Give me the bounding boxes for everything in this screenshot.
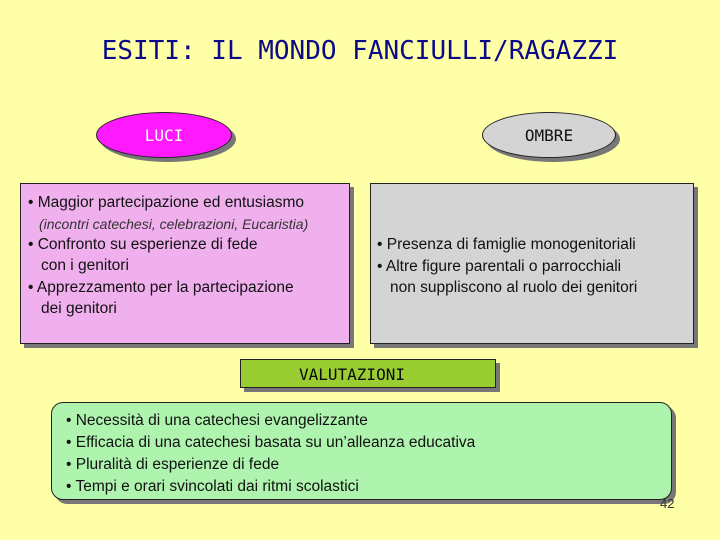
valutazioni-item: • Pluralità di esperienze di fede (66, 456, 280, 473)
luci-item (28, 234, 349, 277)
valutazioni-box (51, 402, 672, 500)
luci-box (20, 183, 350, 344)
luci-item-text: • Maggior partecipazione ed entusiasmo (28, 194, 304, 211)
luci-label: LUCI (144, 125, 184, 145)
luci-item-note: (incontri catechesi, celebrazioni, Eucaristia) (39, 215, 309, 232)
ombre-item (377, 234, 693, 256)
valutazioni-item: • Tempi e orari svincolati dai ritmi scolastici (66, 478, 359, 495)
valutazioni-label-box (240, 359, 496, 388)
valutazioni-item: • Necessità di una catechesi evangelizzante (66, 412, 368, 429)
ombre-item-text: • Presenza di famiglie monogenitoriali (377, 236, 636, 253)
luci-item (28, 192, 349, 214)
luci-oval (96, 112, 232, 158)
ombre-item-text: • Altre figure parentali o parrocchiali (377, 257, 622, 275)
valutazioni-item: • Efficacia di una catechesi basata su un’alleanza educativa (66, 434, 476, 451)
valutazioni-label: VALUTAZIONI (299, 365, 405, 384)
page-number: 42 (660, 496, 675, 511)
ombre-label: OMBRE (524, 125, 574, 145)
luci-item-text: • Confronto su esperienze di fede (28, 235, 258, 253)
ombre-item (377, 256, 693, 299)
luci-item (28, 277, 349, 320)
luci-item-continuation: con i genitori (41, 257, 129, 274)
slide-title: ESITI: IL MONDO FANCIULLI/RAGAZZI (101, 36, 619, 66)
luci-item-continuation: dei genitori (41, 300, 117, 317)
luci-item-text: • Apprezzamento per la partecipazione (28, 278, 294, 296)
ombre-box (370, 183, 694, 344)
ombre-item-continuation: non suppliscono al ruolo dei genitori (390, 279, 638, 296)
ombre-oval (482, 112, 616, 158)
